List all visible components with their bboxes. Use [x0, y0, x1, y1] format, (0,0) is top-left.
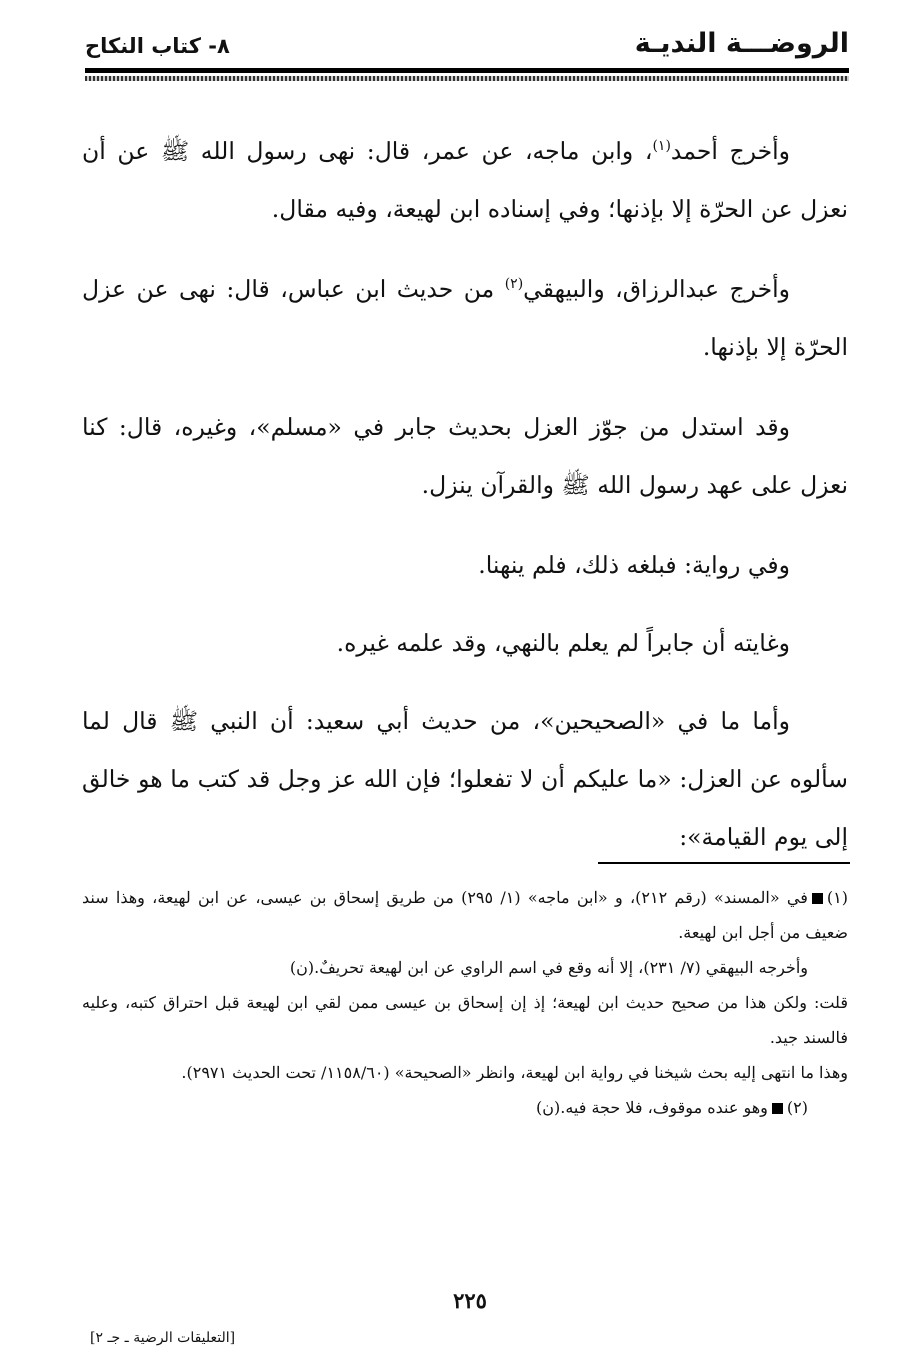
paragraph: وأخرج أحمد$^{(١)}$، وابن ماجه، عن عمر، قال: نهى رسول الله ﷺ عن أن نعزل عن الحرّة إلا بإذنها؛ وفي إسناده ابن لهيعة، وفيه مقال. — [82, 137, 848, 223]
book-reference: [التعليقات الرضية ـ جـ ٢] — [90, 1330, 236, 1346]
paragraph: وقد استدل من جوّز العزل بحديث جابر في «مسلم»، وغيره، قال: كنا نعزل على عهد رسول الله ﷺ والقرآن ينزل. — [82, 413, 848, 499]
chapter-title: ٨- كتاب النكاح — [85, 34, 230, 58]
header-rule — [85, 68, 849, 73]
page-header — [85, 26, 849, 66]
footnote-2: (٢)وهو عنده موقوف، فلا حجة فيه.(ن) — [536, 1098, 808, 1117]
footnote-1-cont: وأخرجه البيهقي (٧/ ٢٣١)، إلا أنه وقع في اسم الراوي عن ابن لهيعة تحريفٌ.(ن) — [289, 958, 808, 977]
footnotes — [82, 880, 848, 1125]
header-rule-dotted — [85, 76, 849, 81]
square-marker-icon — [812, 893, 823, 904]
paragraph: وفي رواية: فبلغه ذلك، فلم ينهنا. — [478, 551, 790, 579]
paragraph: وأخرج عبدالرزاق، والبيهقي$^{(٢)}$ من حديث ابن عباس، قال: نهى عن عزل الحرّة إلا بإذنها. — [82, 275, 848, 361]
main-text — [82, 122, 848, 888]
paragraph: وأما ما في «الصحيحين»، من حديث أبي سعيد: أن النبي ﷺ قال لما سألوه عن العزل: «ما عليكم أن لا تفعلوا؛ فإن الله عز وجل قد كتب ما هو خالق إلى يوم القيامة»: — [82, 707, 848, 851]
footnote-1-cont: قلت: ولكن هذا من صحيح حديث ابن لهيعة؛ إذ إن إسحاق بن عيسى ممن لقي ابن لهيعة قبل احتراق كتبه، وعليه فالسند جيد. — [82, 993, 848, 1047]
footnote-1: (١)في «المسند» (رقم ٢١٢)، و «ابن ماجه» (١/ ٢٩٥) من طريق إسحاق بن عيسى، عن ابن لهيعة، وهذا سند ضعيف من أجل ابن لهيعة. — [82, 888, 848, 942]
page-number: ٢٢٥ — [453, 1288, 487, 1313]
paragraph: وغايته أن جابراً لم يعلم بالنهي، وقد علمه غيره. — [336, 629, 790, 657]
running-title: الروضـــة النديـة — [634, 28, 849, 59]
footnote-separator — [598, 862, 850, 864]
footnote-ref: (١) — [652, 138, 671, 155]
square-marker-icon — [772, 1103, 783, 1114]
footnote-1-cont: وهذا ما انتهى إليه بحث شيخنا في رواية ابن لهيعة، وانظر «الصحيحة» (١١٥٨/٦٠/ تحت الحديث ٢٩٧١). — [181, 1063, 848, 1082]
footnote-ref: (٢) — [504, 276, 524, 293]
